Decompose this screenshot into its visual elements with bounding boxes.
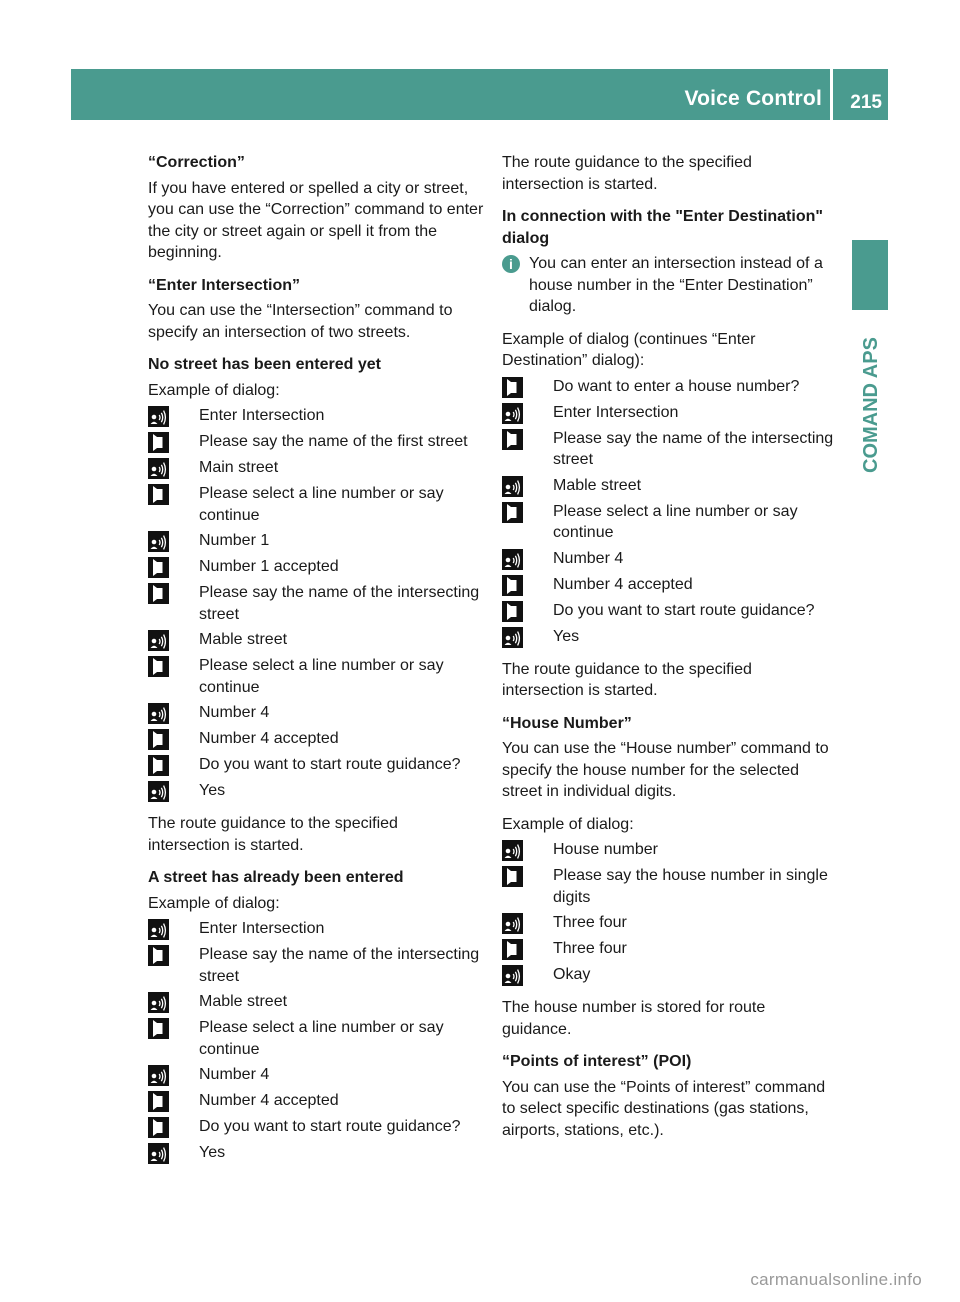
dialog-list <box>502 376 836 648</box>
dialog-line-text: Please select a line number or say continue <box>553 502 798 541</box>
dialog-line <box>502 574 836 596</box>
dialog-line-text: Please select a line number or say continue <box>199 1019 444 1058</box>
enter-destination-heading: In connection with the "Enter Destination" dialog <box>502 208 823 247</box>
dialog-line-text: Mable street <box>553 476 642 494</box>
user-speech-icon <box>148 781 169 802</box>
dialog-line <box>148 1064 484 1086</box>
house-number-heading: “House Number” <box>502 714 632 732</box>
route-started-text: The route guidance to the specified intersection is started. <box>502 154 752 193</box>
dialog-line <box>148 1142 484 1164</box>
dialog-list <box>148 918 484 1164</box>
user-speech-icon <box>148 630 169 651</box>
intersection-text: You can use the “Intersection” command to specify an intersection of two streets. <box>148 302 453 341</box>
user-speech-icon <box>502 403 523 424</box>
system-speech-icon <box>502 601 523 622</box>
dialog-list <box>502 839 836 986</box>
dialog-line-text: Number 4 accepted <box>199 730 339 747</box>
system-speech-icon <box>148 656 169 677</box>
dialog-line-text: Number 4 <box>199 1066 270 1083</box>
enter-destination-result: The route guidance to the specified intersection is started. <box>502 660 752 699</box>
system-speech-icon <box>148 432 169 453</box>
dialog-line <box>502 964 836 986</box>
poi-text: You can use the “Points of interest” command to select specific destinations (gas stations, airports, stations, etc.). <box>502 1078 826 1139</box>
dialog-line <box>502 626 836 648</box>
system-speech-icon <box>148 945 169 966</box>
dialog-line-text: Please say the name of the first street <box>199 433 468 450</box>
enter-destination-example-label: Example of dialog (continues “Enter Destination” dialog): <box>502 330 756 369</box>
dialog-line-text: Please say the house number in single digits <box>553 867 828 906</box>
dialog-line <box>502 428 836 471</box>
dialog-line-text: Do you want to start route guidance? <box>199 1118 461 1135</box>
dialog-line-text: Do you want to start route guidance? <box>553 601 815 619</box>
user-speech-icon <box>502 965 523 986</box>
dialog-line-text: Please say the name of the intersecting street <box>199 946 480 985</box>
dialog-line-text: Please say the name of the intersecting street <box>553 429 834 468</box>
system-speech-icon <box>148 755 169 776</box>
no-street-result: The route guidance to the specified intersection is started. <box>148 815 398 854</box>
info-note-text: You can enter an intersection instead of a house number in the “Enter Destination” dialog. <box>529 255 823 315</box>
dialog-line <box>148 780 484 802</box>
system-speech-icon <box>148 1117 169 1138</box>
side-tab <box>852 315 888 615</box>
user-speech-icon <box>148 1065 169 1086</box>
dialog-line <box>148 944 484 987</box>
dialog-line <box>148 1017 484 1060</box>
system-speech-icon <box>502 575 523 596</box>
left-column <box>148 152 484 1175</box>
dialog-line-text: Yes <box>199 1144 226 1161</box>
system-speech-icon <box>502 939 523 960</box>
system-speech-icon <box>502 429 523 450</box>
dialog-line-text: Enter Intersection <box>199 407 325 424</box>
dialog-line <box>148 530 484 552</box>
dialog-line <box>148 702 484 724</box>
correction-text: If you have entered or spelled a city or street, you can use the “Correction” command to enter the city or street again or spell it from the beginning. <box>148 179 484 261</box>
dialog-line <box>502 376 836 398</box>
dialog-line-text: Do you want to start route guidance? <box>199 756 461 773</box>
dialog-line-text: Do want to enter a house number? <box>553 377 800 395</box>
user-speech-icon <box>148 919 169 940</box>
system-speech-icon <box>502 866 523 887</box>
user-speech-icon <box>502 913 523 934</box>
side-tab-label: COMAND APS <box>860 337 882 473</box>
system-speech-icon <box>148 583 169 604</box>
dialog-line-text: Number 1 accepted <box>199 558 339 575</box>
system-speech-icon <box>148 729 169 750</box>
dialog-list <box>148 405 484 802</box>
dialog-line <box>502 600 836 622</box>
dialog-line <box>148 405 484 427</box>
info-note <box>502 253 836 318</box>
user-speech-icon <box>148 458 169 479</box>
dialog-line-text: Enter Intersection <box>553 403 679 421</box>
house-number-result: The house number is stored for route guidance. <box>502 999 766 1038</box>
dialog-line <box>148 483 484 526</box>
dialog-line <box>148 457 484 479</box>
dialog-line <box>148 754 484 776</box>
dialog-line-text: Yes <box>199 782 226 799</box>
no-street-heading: No street has been entered yet <box>148 356 381 373</box>
dialog-line <box>502 475 836 497</box>
user-speech-icon <box>148 406 169 427</box>
user-speech-icon <box>502 627 523 648</box>
user-speech-icon <box>148 703 169 724</box>
dialog-line <box>148 728 484 750</box>
street-entered-example-label: Example of dialog: <box>148 894 280 912</box>
system-speech-icon <box>148 557 169 578</box>
system-speech-icon <box>502 377 523 398</box>
section-title: Voice Control <box>684 87 822 110</box>
dialog-line <box>502 548 836 570</box>
dialog-line-text: Number 1 <box>199 532 270 549</box>
no-street-example-label: Example of dialog: <box>148 381 280 399</box>
house-number-example-label: Example of dialog: <box>502 815 634 833</box>
house-number-text: You can use the “House number” command to specify the house number for the selected street in individual digits. <box>502 740 829 800</box>
dialog-line <box>148 1090 484 1112</box>
user-speech-icon <box>148 1143 169 1164</box>
dialog-line-text: Mable street <box>199 993 288 1010</box>
dialog-line <box>148 582 484 625</box>
dialog-line <box>148 991 484 1013</box>
dialog-line-text: Please select a line number or say continue <box>199 657 444 696</box>
dialog-line <box>148 629 484 651</box>
correction-heading: “Correction” <box>148 154 245 171</box>
street-entered-heading: A street has already been entered <box>148 869 404 886</box>
dialog-line-text: Three four <box>553 940 627 957</box>
dialog-line-text: Number 4 <box>199 704 270 721</box>
dialog-line-text: Yes <box>553 627 580 645</box>
dialog-line-text: Please select a line number or say continue <box>199 485 444 524</box>
dialog-line <box>502 501 836 544</box>
dialog-line-text: Main street <box>199 459 279 476</box>
dialog-line-text: Please say the name of the intersecting street <box>199 584 480 623</box>
right-column <box>502 152 836 1152</box>
header-divider <box>830 69 833 120</box>
intersection-heading: “Enter Intersection” <box>148 276 301 294</box>
dialog-line <box>502 912 836 934</box>
dialog-line-text: Okay <box>553 966 591 983</box>
dialog-line <box>148 431 484 453</box>
user-speech-icon <box>502 840 523 861</box>
info-icon: i <box>502 255 520 273</box>
dialog-line <box>502 865 836 908</box>
dialog-line-text: Number 4 <box>553 549 624 567</box>
footer-watermark: carmanualsonline.info <box>750 1270 922 1289</box>
dialog-line <box>502 938 836 960</box>
side-tab-marker <box>852 240 888 310</box>
system-speech-icon <box>148 1018 169 1039</box>
system-speech-icon <box>148 1091 169 1112</box>
dialog-line <box>502 402 836 424</box>
dialog-line-text: Enter Intersection <box>199 920 325 937</box>
header-bar <box>71 69 888 120</box>
dialog-line-text: House number <box>553 841 658 858</box>
user-speech-icon <box>148 992 169 1013</box>
system-speech-icon <box>502 502 523 523</box>
dialog-line <box>148 1116 484 1138</box>
dialog-line <box>148 556 484 578</box>
dialog-line <box>148 918 484 940</box>
page-number: 215 <box>850 92 882 113</box>
dialog-line <box>502 839 836 861</box>
dialog-line-text: Number 4 accepted <box>199 1092 339 1109</box>
user-speech-icon <box>148 531 169 552</box>
user-speech-icon <box>502 476 523 497</box>
dialog-line-text: Mable street <box>199 631 288 648</box>
dialog-line-text: Number 4 accepted <box>553 575 693 593</box>
dialog-line <box>148 655 484 698</box>
dialog-line-text: Three four <box>553 914 627 931</box>
system-speech-icon <box>148 484 169 505</box>
user-speech-icon <box>502 549 523 570</box>
poi-heading: “Points of interest” (POI) <box>502 1053 692 1070</box>
